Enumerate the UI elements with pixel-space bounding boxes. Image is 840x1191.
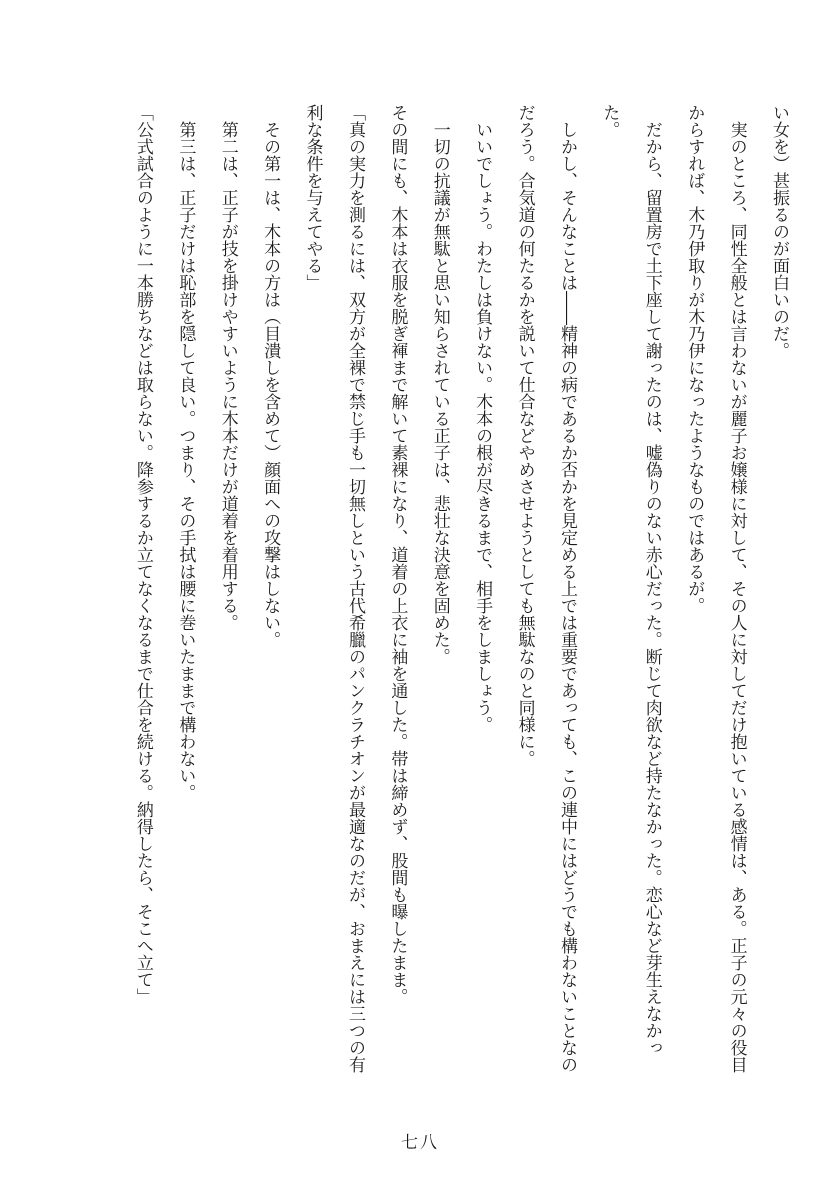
paragraph-11: 第三は、正子だけは恥部を隠して良い。つまり、その手拭は腰に巻いたままで構わない。 xyxy=(175,121,196,801)
paragraph-12: 「公式試合のように一本勝ちなどは取らない。降参するか立てなくなるまで仕合を続ける。納得したら、そこへ立て」 xyxy=(132,104,153,1005)
paragraph-3: だから、留置房で土下座して謝ったのは、嘘偽りのない赤心だった。断じて肉欲など持たなかった。恋心など芽生えなかった。 xyxy=(599,104,662,1056)
paragraph-10: 第二は、正子が技を掛けやすいように木本だけが道着を着用する。 xyxy=(217,121,238,631)
paragraph-8: 「真の実力を測るには、双方が全裸で禁じ手も一切無しという古代希臘のパンクラチオンが最適なのだが、おまえには三つの有利な条件を与えてやる」 xyxy=(302,104,365,1073)
paragraph-9: その第一は、木本の方は（目潰しを含めて）顔面への攻撃はしない。 xyxy=(260,121,281,648)
paragraph-6: 一切の抗議が無駄と思い知らされている正子は、悲壮な決意を固めた。 xyxy=(429,121,450,665)
paragraph-4: しかし、そんなことは――精神の病であるか否かを見定める上では重要であっても、この連中にはどうでも構わないことなのだろう。合気道の何たるかを説いて仕合などやめさせようとしても無駄なのと同様に。 xyxy=(514,104,577,1073)
paragraph-1: い女を）甚振るのが面白いのだ。 xyxy=(769,104,789,359)
page-number: 七八 xyxy=(401,1133,439,1153)
vertical-text-body xyxy=(34,104,800,1074)
paragraph-7: その間にも、木本は衣服を脱ぎ褌まで解いて素裸になり、道着の上衣に袖を通した。帯は締めず、股間も曝したまま。 xyxy=(387,104,408,1005)
paragraph-5: いいでしょう。わたしは負けない。木本の根が尽きるまで、相手をしましょう。 xyxy=(472,121,493,733)
paragraph-2: 実のところ、同性全般とは言わないが麗子お嬢様に対して、その人に対してだけ抱いている感情は、ある。正子の元々の役目からすれば、木乃伊取りが木乃伊になったようなものではあるが。 xyxy=(684,104,747,1073)
